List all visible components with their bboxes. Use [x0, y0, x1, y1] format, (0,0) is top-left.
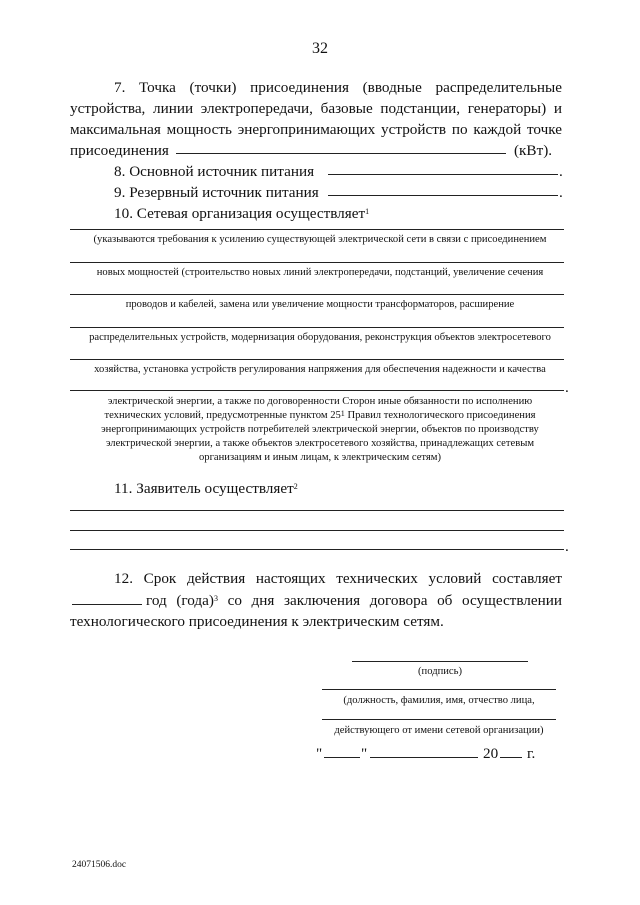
- item11-blank-2: [70, 530, 564, 531]
- item8-label: 8. Основной источник питания: [114, 163, 315, 180]
- date-month-blank: [370, 757, 478, 758]
- item7-line1: 7. Точка (точки) присоединения (вводные распределительные: [114, 79, 562, 96]
- org-caption: действующего от имени сетевой организации): [334, 725, 544, 736]
- org-line: [322, 719, 556, 720]
- item12-line3: технологического присоединения к электрическим сетям.: [70, 613, 444, 630]
- date-close-quote: ": [361, 745, 368, 762]
- item10-blank-1: [70, 229, 564, 230]
- signature-line: [352, 661, 528, 662]
- item10-caption-1: (указываются требования к усилению существующей электрической сети в связи с присоединением: [93, 234, 547, 245]
- item11-footnote: 2: [293, 482, 298, 491]
- item8-end: .: [559, 163, 563, 180]
- item10-caption-2: новых мощностей (строительство новых линий электропередачи, подстанций, увеличение сечения: [96, 267, 544, 278]
- item10-blank-3: [70, 294, 564, 295]
- signature-caption: (подпись): [418, 666, 462, 677]
- item7-line4-prefix: присоединения: [70, 142, 169, 159]
- item10-note-1: электрической энергии, а также по договоренности Сторон иные обязанности по исполнению: [107, 396, 533, 407]
- footer-filename: 24071506.doc: [72, 860, 127, 870]
- item10-footnote: 1: [365, 207, 370, 216]
- item11-label: 11. Заявитель осуществляет$^2$: [114, 480, 298, 497]
- item12-line1: 12. Срок действия настоящих технических условий составляет: [114, 570, 562, 587]
- position-line: [322, 689, 556, 690]
- item10-end: .: [565, 379, 569, 396]
- item10-blank-5: [70, 359, 564, 360]
- item10-blank-6: [70, 390, 564, 391]
- item9-label: 9. Резервный источник питания: [114, 184, 319, 201]
- item12-footnote: 3: [213, 594, 218, 603]
- date-open-quote: ": [316, 745, 323, 762]
- item10-blank-4: [70, 327, 564, 328]
- item11-blank-3: [70, 549, 564, 550]
- item9-end: .: [559, 184, 563, 201]
- position-caption: (должность, фамилия, имя, отчество лица,: [343, 695, 535, 706]
- item8-blank: [328, 174, 558, 175]
- item10-caption-4: распределительных устройств, модернизация оборудования, реконструкция объектов электросетевого: [89, 332, 551, 343]
- item10-note-sup: 1: [340, 409, 345, 418]
- date-year-blank: [500, 757, 522, 758]
- item10-note-4: электрической энергии, а также объектов электросетевого хозяйства, принадлежащих сетевым: [105, 438, 535, 449]
- item9-blank: [328, 195, 558, 196]
- item12-line2: год (года)$^3$ со дня заключения договора об осуществлении: [146, 592, 562, 609]
- date-year-suffix: г.: [527, 745, 536, 762]
- item11-end: .: [565, 538, 569, 555]
- item10-note-2: технических условий, предусмотренные пунктом $25^1$ Правил технологического присоединения: [104, 409, 536, 421]
- page-number: 32: [312, 40, 328, 57]
- item7-power-blank: [176, 153, 506, 154]
- item10-caption-5: хозяйства, установка устройств регулирования напряжения для обеспечения надежности и качества: [94, 364, 546, 375]
- date-year-prefix: 20: [483, 745, 499, 762]
- item10-caption-3: проводов и кабелей, замена или увеличение мощности трансформаторов, расширение: [125, 299, 515, 310]
- item11-blank-1: [70, 510, 564, 511]
- item12-years-blank: [72, 604, 142, 605]
- item10-note-3: энергопринимающих устройств потребителей электрической энергии, объектов по производству: [101, 424, 539, 435]
- date-day-blank: [324, 757, 360, 758]
- item7-line2: устройства, линии электропередачи, базовые подстанции, генераторы) и: [70, 100, 562, 117]
- item7-unit: (кВт).: [514, 142, 553, 159]
- item10-blank-2: [70, 262, 564, 263]
- item10-label: 10. Сетевая организация осуществляет$^1$: [114, 205, 370, 222]
- item10-note-5: организациям и иным лицам, к электрическим сетям): [198, 452, 442, 463]
- item7-line3: максимальная мощность энергопринимающих устройств по каждой точке: [70, 121, 562, 138]
